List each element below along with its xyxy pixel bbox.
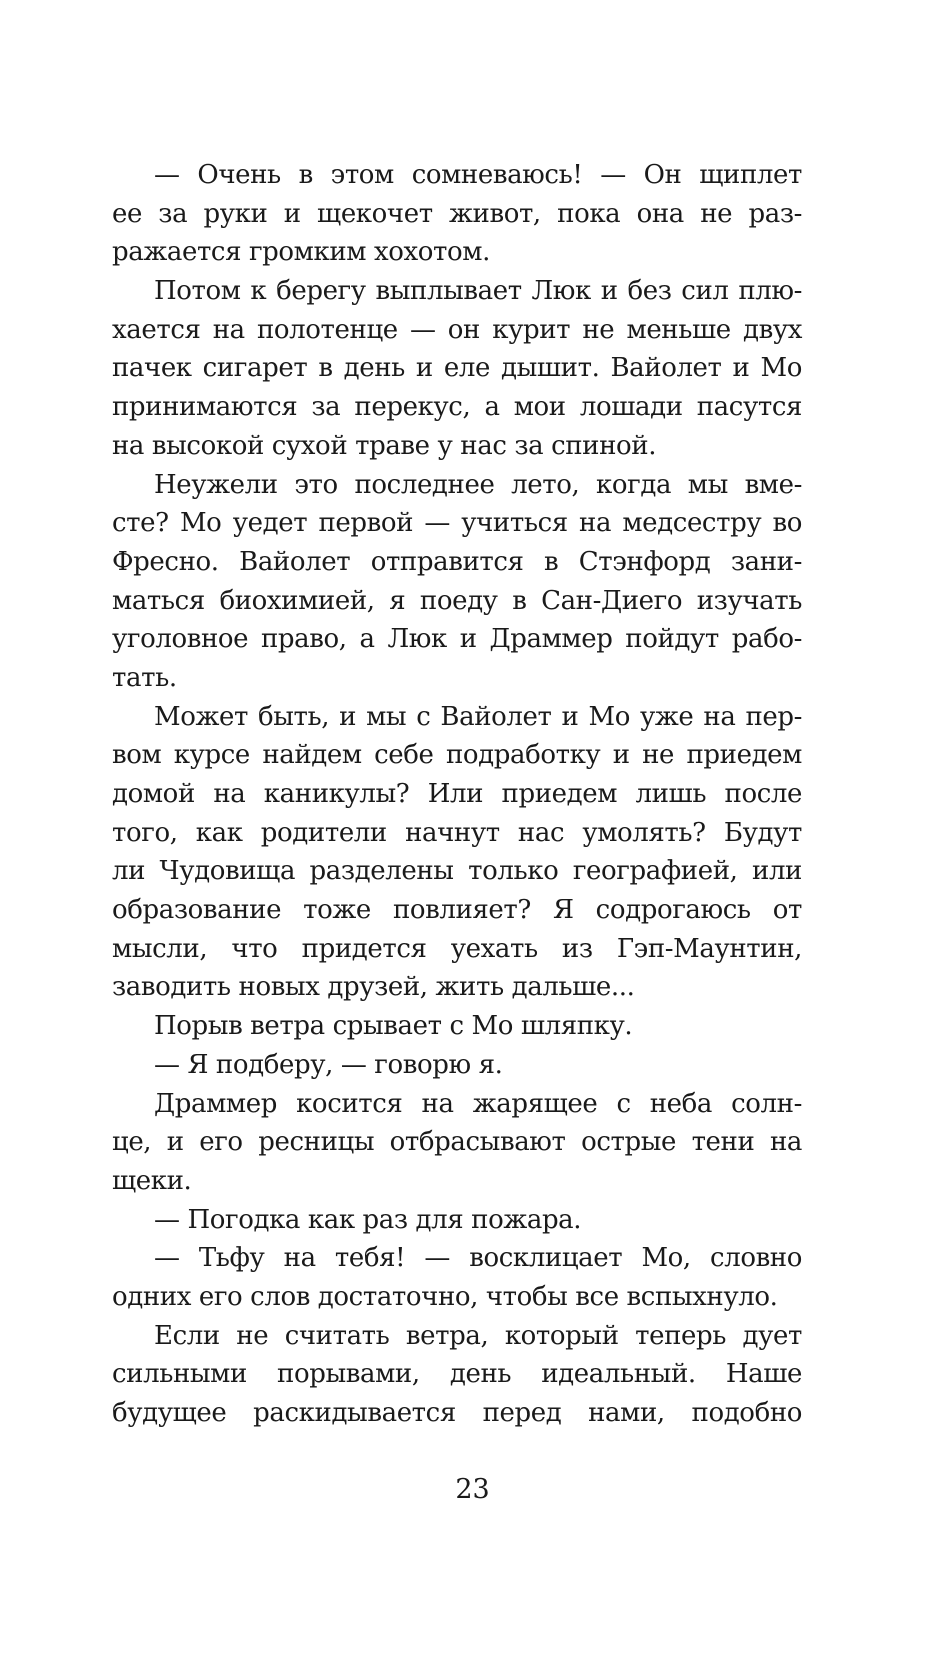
text-line: Неужели это последнее лето, когда мы вме- (154, 469, 802, 500)
text-line: мысли, что придется уехать из Гэп-Маунтин, (112, 933, 802, 964)
text-line: тать. (112, 662, 177, 693)
text-line: пачек сигарет в день и еле дышит. Вайолет и Мо (112, 353, 802, 384)
text-line: одних его слов достаточно, чтобы все вспыхнуло. (112, 1281, 778, 1312)
page-number: 23 (455, 1474, 490, 1505)
text-line: ее за руки и щекочет живот, пока она не раз- (112, 198, 802, 229)
text-line: Потом к берегу выплывает Люк и без сил плю- (154, 276, 802, 307)
text-line: Порыв ветра срывает с Мо шляпку. (154, 1011, 633, 1042)
text-line: хается на полотенце — он курит не меньше двух (112, 314, 802, 345)
text-line: ли Чудовища разделены только географией, или (112, 856, 802, 887)
text-line: — Я подберу, — говорю я. (154, 1049, 503, 1080)
text-line: будущее раскидывается перед нами, подобно (112, 1398, 802, 1428)
text-line: образование тоже повлияет? Я содрогаюсь от (112, 895, 802, 926)
body-text (112, 156, 802, 1433)
text-line: Может быть, и мы с Вайолет и Мо уже на пер- (154, 701, 802, 732)
text-line: заводить новых друзей, жить дальше... (112, 972, 635, 1003)
text-line: уголовное право, а Люк и Драммер пойдут рабо- (112, 624, 802, 655)
text-line: — Погодка как раз для пожара. (154, 1204, 582, 1235)
text-line: вом курсе найдем себе подработку и не приедем (112, 740, 802, 771)
text-line: сильными порывами, день идеальный. Наше (112, 1359, 802, 1390)
text-line: сте? Мо уедет первой — учиться на медсестру во (112, 508, 802, 539)
text-line: того, как родители начнут нас умолять? Будут (112, 817, 802, 848)
text-line: маться биохимией, я поеду в Сан-Диего изучать (112, 585, 802, 616)
text-line: — Тьфу на тебя! — восклицает Мо, словно (154, 1243, 802, 1274)
text-line: Если не считать ветра, который теперь дует (154, 1320, 802, 1351)
text-line: на высокой сухой траве у нас за спиной. (112, 430, 657, 461)
text-line: домой на каникулы? Или приедем лишь после (112, 779, 802, 809)
text-line: — Очень в этом сомневаюсь! — Он щиплет (154, 160, 802, 190)
text-line: Драммер косится на жарящее с неба солн- (154, 1088, 802, 1119)
text-line: принимаются за перекус, а мои лошади пасутся (112, 392, 802, 423)
text-line: щеки. (112, 1165, 192, 1196)
text-line: це, и его ресницы отбрасывают острые тени на (112, 1127, 802, 1158)
text-line: ражается громким хохотом. (112, 237, 490, 268)
text-line: Фресно. Вайолет отправится в Стэнфорд зани- (112, 546, 802, 577)
